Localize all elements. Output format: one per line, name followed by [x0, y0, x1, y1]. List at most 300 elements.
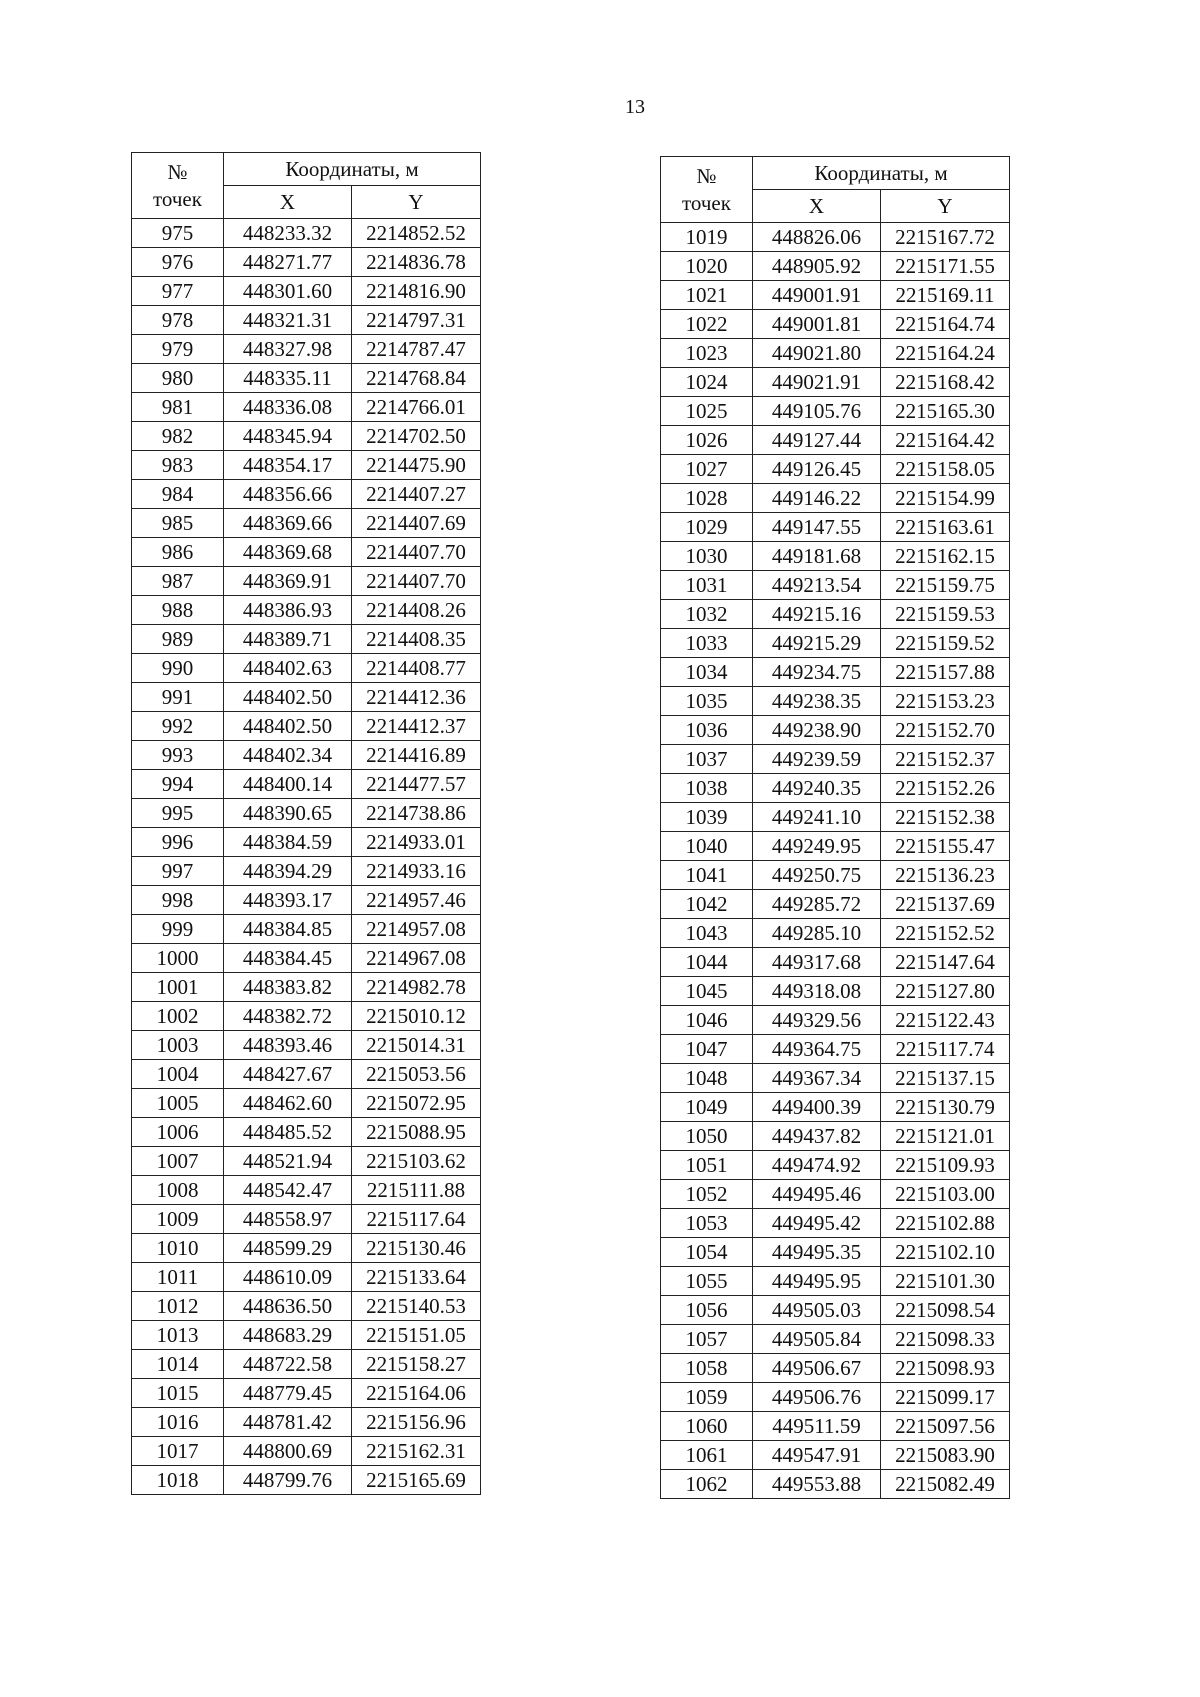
table-row [661, 1412, 1010, 1441]
point-number-cell: 1060 [661, 1412, 753, 1441]
point-number-cell: 988 [132, 596, 224, 625]
y-coordinate-cell: 2215102.10 [881, 1238, 1010, 1267]
point-number-cell: 985 [132, 509, 224, 538]
x-coordinate-cell: 448485.52 [224, 1118, 352, 1147]
x-coordinate-cell: 448335.11 [224, 364, 352, 393]
table-row [661, 397, 1010, 426]
point-number-cell: 989 [132, 625, 224, 654]
x-header: X [753, 190, 881, 223]
point-number-cell: 1043 [661, 919, 753, 948]
x-coordinate-cell: 449001.81 [753, 310, 881, 339]
x-coordinate-cell: 449364.75 [753, 1035, 881, 1064]
table-row [661, 1006, 1010, 1035]
x-coordinate-cell: 449127.44 [753, 426, 881, 455]
point-number-cell: 1014 [132, 1350, 224, 1379]
table-row [661, 223, 1010, 252]
y-coordinate-cell: 2214416.89 [352, 741, 481, 770]
y-coordinate-cell: 2215127.80 [881, 977, 1010, 1006]
y-coordinate-cell: 2215158.05 [881, 455, 1010, 484]
table-row [132, 1263, 481, 1292]
point-number-cell: 976 [132, 248, 224, 277]
x-coordinate-cell: 449001.91 [753, 281, 881, 310]
x-coordinate-cell: 448826.06 [753, 223, 881, 252]
point-number-cell: 1035 [661, 687, 753, 716]
y-coordinate-cell: 2215103.00 [881, 1180, 1010, 1209]
point-number-cell: 977 [132, 277, 224, 306]
y-coordinate-cell: 2214967.08 [352, 944, 481, 973]
x-coordinate-cell: 449367.34 [753, 1064, 881, 1093]
point-number-cell: 1045 [661, 977, 753, 1006]
point-number-cell: 979 [132, 335, 224, 364]
y-coordinate-cell: 2215133.64 [352, 1263, 481, 1292]
x-coordinate-cell: 448558.97 [224, 1205, 352, 1234]
point-number-cell: 1022 [661, 310, 753, 339]
y-coordinate-cell: 2215088.95 [352, 1118, 481, 1147]
point-number-cell: 997 [132, 857, 224, 886]
y-coordinate-cell: 2215158.27 [352, 1350, 481, 1379]
point-number-cell: 1037 [661, 745, 753, 774]
y-coordinate-cell: 2215098.33 [881, 1325, 1010, 1354]
y-coordinate-cell: 2215109.93 [881, 1151, 1010, 1180]
x-coordinate-cell: 449250.75 [753, 861, 881, 890]
y-coordinate-cell: 2214412.36 [352, 683, 481, 712]
x-coordinate-cell: 448427.67 [224, 1060, 352, 1089]
point-number-cell: 987 [132, 567, 224, 596]
point-number-header-symbol: № [696, 163, 717, 188]
x-coordinate-cell: 448683.29 [224, 1321, 352, 1350]
table-row [132, 915, 481, 944]
point-number-cell: 1049 [661, 1093, 753, 1122]
y-coordinate-cell: 2215117.74 [881, 1035, 1010, 1064]
table-row [661, 252, 1010, 281]
x-coordinate-cell: 449318.08 [753, 977, 881, 1006]
table-row [132, 1466, 481, 1495]
point-number-cell: 1036 [661, 716, 753, 745]
y-header: Y [352, 186, 481, 219]
point-number-cell: 1046 [661, 1006, 753, 1035]
point-number-cell: 1008 [132, 1176, 224, 1205]
x-coordinate-cell: 449105.76 [753, 397, 881, 426]
point-number-header-symbol: № [167, 159, 188, 184]
x-coordinate-cell: 448400.14 [224, 770, 352, 799]
point-number-cell: 993 [132, 741, 224, 770]
table-row [132, 1118, 481, 1147]
y-coordinate-cell: 2215151.05 [352, 1321, 481, 1350]
point-number-cell: 1056 [661, 1296, 753, 1325]
table-row [661, 629, 1010, 658]
y-coordinate-cell: 2215130.46 [352, 1234, 481, 1263]
point-number-cell: 996 [132, 828, 224, 857]
point-number-cell: 1044 [661, 948, 753, 977]
point-number-header [132, 153, 224, 219]
coordinates-header: Координаты, м [224, 153, 481, 186]
table-row [132, 596, 481, 625]
point-number-cell: 1026 [661, 426, 753, 455]
point-number-cell: 1020 [661, 252, 753, 281]
table-row [132, 1379, 481, 1408]
y-coordinate-cell: 2214477.57 [352, 770, 481, 799]
x-coordinate-cell: 449495.46 [753, 1180, 881, 1209]
x-coordinate-cell: 448389.71 [224, 625, 352, 654]
table-row [661, 1180, 1010, 1209]
table-row [661, 745, 1010, 774]
x-coordinate-cell: 449147.55 [753, 513, 881, 542]
y-coordinate-cell: 2214702.50 [352, 422, 481, 451]
y-coordinate-cell: 2215137.15 [881, 1064, 1010, 1093]
y-coordinate-cell: 2215159.75 [881, 571, 1010, 600]
x-coordinate-cell: 448599.29 [224, 1234, 352, 1263]
table-row [132, 219, 481, 248]
point-number-cell: 1007 [132, 1147, 224, 1176]
point-number-cell: 1010 [132, 1234, 224, 1263]
point-number-cell: 1025 [661, 397, 753, 426]
x-coordinate-cell: 448383.82 [224, 973, 352, 1002]
table-row [132, 973, 481, 1002]
x-coordinate-cell: 449126.45 [753, 455, 881, 484]
point-number-cell: 1034 [661, 658, 753, 687]
point-number-cell: 1038 [661, 774, 753, 803]
y-coordinate-cell: 2215103.62 [352, 1147, 481, 1176]
x-coordinate-cell: 448394.29 [224, 857, 352, 886]
point-number-cell: 1033 [661, 629, 753, 658]
table-row [661, 1238, 1010, 1267]
y-coordinate-cell: 2214407.27 [352, 480, 481, 509]
x-coordinate-cell: 449021.91 [753, 368, 881, 397]
x-coordinate-cell: 449285.10 [753, 919, 881, 948]
x-coordinate-cell: 448779.45 [224, 1379, 352, 1408]
y-coordinate-cell: 2215163.61 [881, 513, 1010, 542]
table-row [661, 1267, 1010, 1296]
x-coordinate-cell: 449181.68 [753, 542, 881, 571]
point-number-cell: 990 [132, 654, 224, 683]
y-coordinate-cell: 2215147.64 [881, 948, 1010, 977]
x-coordinate-cell: 449437.82 [753, 1122, 881, 1151]
table-row [132, 1176, 481, 1205]
x-coordinate-cell: 449506.76 [753, 1383, 881, 1412]
table-row [661, 484, 1010, 513]
y-coordinate-cell: 2215098.54 [881, 1296, 1010, 1325]
point-number-cell: 1017 [132, 1437, 224, 1466]
x-coordinate-cell: 448386.93 [224, 596, 352, 625]
table-row [661, 1354, 1010, 1383]
point-number-cell: 1031 [661, 571, 753, 600]
y-coordinate-cell: 2215101.30 [881, 1267, 1010, 1296]
point-number-cell: 1006 [132, 1118, 224, 1147]
x-coordinate-cell: 448542.47 [224, 1176, 352, 1205]
x-coordinate-cell: 448336.08 [224, 393, 352, 422]
x-coordinate-cell: 449213.54 [753, 571, 881, 600]
y-coordinate-cell: 2215122.43 [881, 1006, 1010, 1035]
x-coordinate-cell: 448384.85 [224, 915, 352, 944]
point-number-cell: 1015 [132, 1379, 224, 1408]
x-coordinate-cell: 448402.50 [224, 712, 352, 741]
table-row [661, 716, 1010, 745]
table-row [661, 571, 1010, 600]
table-row [661, 774, 1010, 803]
table-row [132, 1147, 481, 1176]
y-coordinate-cell: 2215152.26 [881, 774, 1010, 803]
table-row [661, 1122, 1010, 1151]
y-coordinate-cell: 2215156.96 [352, 1408, 481, 1437]
x-coordinate-cell: 449400.39 [753, 1093, 881, 1122]
x-coordinate-cell: 448905.92 [753, 252, 881, 281]
point-number-cell: 1023 [661, 339, 753, 368]
y-coordinate-cell: 2214957.08 [352, 915, 481, 944]
point-number-cell: 986 [132, 538, 224, 567]
y-coordinate-cell: 2215152.52 [881, 919, 1010, 948]
x-coordinate-cell: 449249.95 [753, 832, 881, 861]
point-number-header-label: точек [682, 190, 731, 215]
point-number-cell: 978 [132, 306, 224, 335]
point-number-cell: 999 [132, 915, 224, 944]
table-row [661, 919, 1010, 948]
x-coordinate-cell: 448521.94 [224, 1147, 352, 1176]
point-number-cell: 1050 [661, 1122, 753, 1151]
table-row [132, 480, 481, 509]
x-coordinate-cell: 448462.60 [224, 1089, 352, 1118]
x-coordinate-cell: 448369.91 [224, 567, 352, 596]
point-number-cell: 1039 [661, 803, 753, 832]
point-number-cell: 1016 [132, 1408, 224, 1437]
y-coordinate-cell: 2214836.78 [352, 248, 481, 277]
x-coordinate-cell: 449505.03 [753, 1296, 881, 1325]
table-row [132, 1234, 481, 1263]
point-number-cell: 981 [132, 393, 224, 422]
table-row [132, 857, 481, 886]
table-row [132, 625, 481, 654]
point-number-cell: 1021 [661, 281, 753, 310]
x-coordinate-cell: 448345.94 [224, 422, 352, 451]
x-coordinate-cell: 448327.98 [224, 335, 352, 364]
x-coordinate-cell: 448402.50 [224, 683, 352, 712]
x-coordinate-cell: 448356.66 [224, 480, 352, 509]
table-row [132, 1437, 481, 1466]
x-coordinate-cell: 448800.69 [224, 1437, 352, 1466]
table-body [661, 223, 1010, 1499]
point-number-header [661, 157, 753, 223]
table-row [132, 335, 481, 364]
table-row [132, 1002, 481, 1031]
table-row [132, 538, 481, 567]
table-row [132, 799, 481, 828]
table-row [132, 770, 481, 799]
y-coordinate-cell: 2215169.11 [881, 281, 1010, 310]
x-coordinate-cell: 449553.88 [753, 1470, 881, 1499]
table-row [661, 977, 1010, 1006]
table-row [661, 1441, 1010, 1470]
point-number-cell: 1000 [132, 944, 224, 973]
point-number-cell: 1053 [661, 1209, 753, 1238]
x-coordinate-cell: 448722.58 [224, 1350, 352, 1379]
x-coordinate-cell: 449505.84 [753, 1325, 881, 1354]
table-row [132, 683, 481, 712]
table-body [132, 219, 481, 1495]
point-number-cell: 1042 [661, 890, 753, 919]
x-coordinate-cell: 449495.95 [753, 1267, 881, 1296]
y-coordinate-cell: 2215097.56 [881, 1412, 1010, 1441]
x-coordinate-cell: 449495.42 [753, 1209, 881, 1238]
x-coordinate-cell: 448369.68 [224, 538, 352, 567]
table-row [661, 339, 1010, 368]
table-row [661, 687, 1010, 716]
y-coordinate-cell: 2215164.24 [881, 339, 1010, 368]
table-row [132, 886, 481, 915]
point-number-cell: 983 [132, 451, 224, 480]
y-coordinate-cell: 2214412.37 [352, 712, 481, 741]
table-row [132, 1060, 481, 1089]
y-header: Y [881, 190, 1010, 223]
point-number-cell: 980 [132, 364, 224, 393]
y-coordinate-cell: 2215121.01 [881, 1122, 1010, 1151]
point-number-cell: 1032 [661, 600, 753, 629]
y-coordinate-cell: 2214407.69 [352, 509, 481, 538]
x-coordinate-cell: 449317.68 [753, 948, 881, 977]
x-coordinate-cell: 448321.31 [224, 306, 352, 335]
y-coordinate-cell: 2215140.53 [352, 1292, 481, 1321]
y-coordinate-cell: 2214852.52 [352, 219, 481, 248]
point-number-cell: 1019 [661, 223, 753, 252]
table-row [661, 1296, 1010, 1325]
y-coordinate-cell: 2215171.55 [881, 252, 1010, 281]
point-number-cell: 1061 [661, 1441, 753, 1470]
x-coordinate-cell: 448393.17 [224, 886, 352, 915]
table-row [661, 1151, 1010, 1180]
y-coordinate-cell: 2215072.95 [352, 1089, 481, 1118]
point-number-cell: 1011 [132, 1263, 224, 1292]
table-row [661, 426, 1010, 455]
table-row [132, 393, 481, 422]
point-number-cell: 998 [132, 886, 224, 915]
x-coordinate-cell: 449238.35 [753, 687, 881, 716]
x-coordinate-cell: 448233.32 [224, 219, 352, 248]
y-coordinate-cell: 2215162.15 [881, 542, 1010, 571]
table-row [661, 1093, 1010, 1122]
y-coordinate-cell: 2215157.88 [881, 658, 1010, 687]
x-coordinate-cell: 448390.65 [224, 799, 352, 828]
x-coordinate-cell: 448382.72 [224, 1002, 352, 1031]
y-coordinate-cell: 2215102.88 [881, 1209, 1010, 1238]
y-coordinate-cell: 2215053.56 [352, 1060, 481, 1089]
table-row [132, 712, 481, 741]
table-row [661, 658, 1010, 687]
point-number-cell: 1003 [132, 1031, 224, 1060]
y-coordinate-cell: 2215159.52 [881, 629, 1010, 658]
y-coordinate-cell: 2215164.06 [352, 1379, 481, 1408]
table-row [132, 1089, 481, 1118]
x-coordinate-cell: 449285.72 [753, 890, 881, 919]
x-coordinate-cell: 449215.29 [753, 629, 881, 658]
y-coordinate-cell: 2214766.01 [352, 393, 481, 422]
table-row [132, 741, 481, 770]
y-coordinate-cell: 2215152.70 [881, 716, 1010, 745]
point-number-cell: 1028 [661, 484, 753, 513]
point-number-cell: 1004 [132, 1060, 224, 1089]
table-row [661, 281, 1010, 310]
y-coordinate-cell: 2214408.26 [352, 596, 481, 625]
point-number-cell: 1018 [132, 1466, 224, 1495]
table-row [661, 1064, 1010, 1093]
table-row [132, 654, 481, 683]
y-coordinate-cell: 2215137.69 [881, 890, 1010, 919]
table-row [661, 513, 1010, 542]
point-number-cell: 1029 [661, 513, 753, 542]
y-coordinate-cell: 2215010.12 [352, 1002, 481, 1031]
point-number-cell: 1002 [132, 1002, 224, 1031]
x-coordinate-cell: 448610.09 [224, 1263, 352, 1292]
table-row [661, 832, 1010, 861]
x-coordinate-cell: 449241.10 [753, 803, 881, 832]
x-coordinate-cell: 448354.17 [224, 451, 352, 480]
y-coordinate-cell: 2215153.23 [881, 687, 1010, 716]
table-row [132, 1031, 481, 1060]
table-row [132, 1205, 481, 1234]
x-coordinate-cell: 449146.22 [753, 484, 881, 513]
table-row [661, 600, 1010, 629]
table-row [661, 542, 1010, 571]
x-coordinate-cell: 448636.50 [224, 1292, 352, 1321]
point-number-cell: 1051 [661, 1151, 753, 1180]
x-coordinate-cell: 449547.91 [753, 1441, 881, 1470]
table-row [132, 1292, 481, 1321]
x-coordinate-cell: 449215.16 [753, 600, 881, 629]
table-row [132, 1321, 481, 1350]
coordinates-table-right [660, 156, 1010, 1499]
y-coordinate-cell: 2215164.74 [881, 310, 1010, 339]
table-row [132, 509, 481, 538]
x-coordinate-cell: 449234.75 [753, 658, 881, 687]
point-number-cell: 1012 [132, 1292, 224, 1321]
x-coordinate-cell: 448781.42 [224, 1408, 352, 1437]
table-row [661, 368, 1010, 397]
x-coordinate-cell: 448369.66 [224, 509, 352, 538]
x-coordinate-cell: 449329.56 [753, 1006, 881, 1035]
y-coordinate-cell: 2214797.31 [352, 306, 481, 335]
point-number-cell: 992 [132, 712, 224, 741]
point-number-cell: 1059 [661, 1383, 753, 1412]
table-row [661, 1383, 1010, 1412]
table-row [132, 306, 481, 335]
y-coordinate-cell: 2214408.77 [352, 654, 481, 683]
y-coordinate-cell: 2214408.35 [352, 625, 481, 654]
table-row [132, 422, 481, 451]
y-coordinate-cell: 2214933.01 [352, 828, 481, 857]
point-number-cell: 1058 [661, 1354, 753, 1383]
table-row [661, 803, 1010, 832]
y-coordinate-cell: 2215155.47 [881, 832, 1010, 861]
y-coordinate-cell: 2215165.69 [352, 1466, 481, 1495]
point-number-cell: 1024 [661, 368, 753, 397]
x-coordinate-cell: 448384.45 [224, 944, 352, 973]
point-number-cell: 994 [132, 770, 224, 799]
point-number-cell: 1001 [132, 973, 224, 1002]
x-coordinate-cell: 449511.59 [753, 1412, 881, 1441]
table-row [132, 451, 481, 480]
table-row [661, 455, 1010, 484]
y-coordinate-cell: 2215167.72 [881, 223, 1010, 252]
y-coordinate-cell: 2214738.86 [352, 799, 481, 828]
y-coordinate-cell: 2215159.53 [881, 600, 1010, 629]
y-coordinate-cell: 2215152.37 [881, 745, 1010, 774]
x-coordinate-cell: 449021.80 [753, 339, 881, 368]
point-number-cell: 991 [132, 683, 224, 712]
table-row [661, 861, 1010, 890]
y-coordinate-cell: 2214475.90 [352, 451, 481, 480]
table-row [661, 948, 1010, 977]
x-coordinate-cell: 448402.34 [224, 741, 352, 770]
y-coordinate-cell: 2214768.84 [352, 364, 481, 393]
y-coordinate-cell: 2214816.90 [352, 277, 481, 306]
table-row [132, 277, 481, 306]
